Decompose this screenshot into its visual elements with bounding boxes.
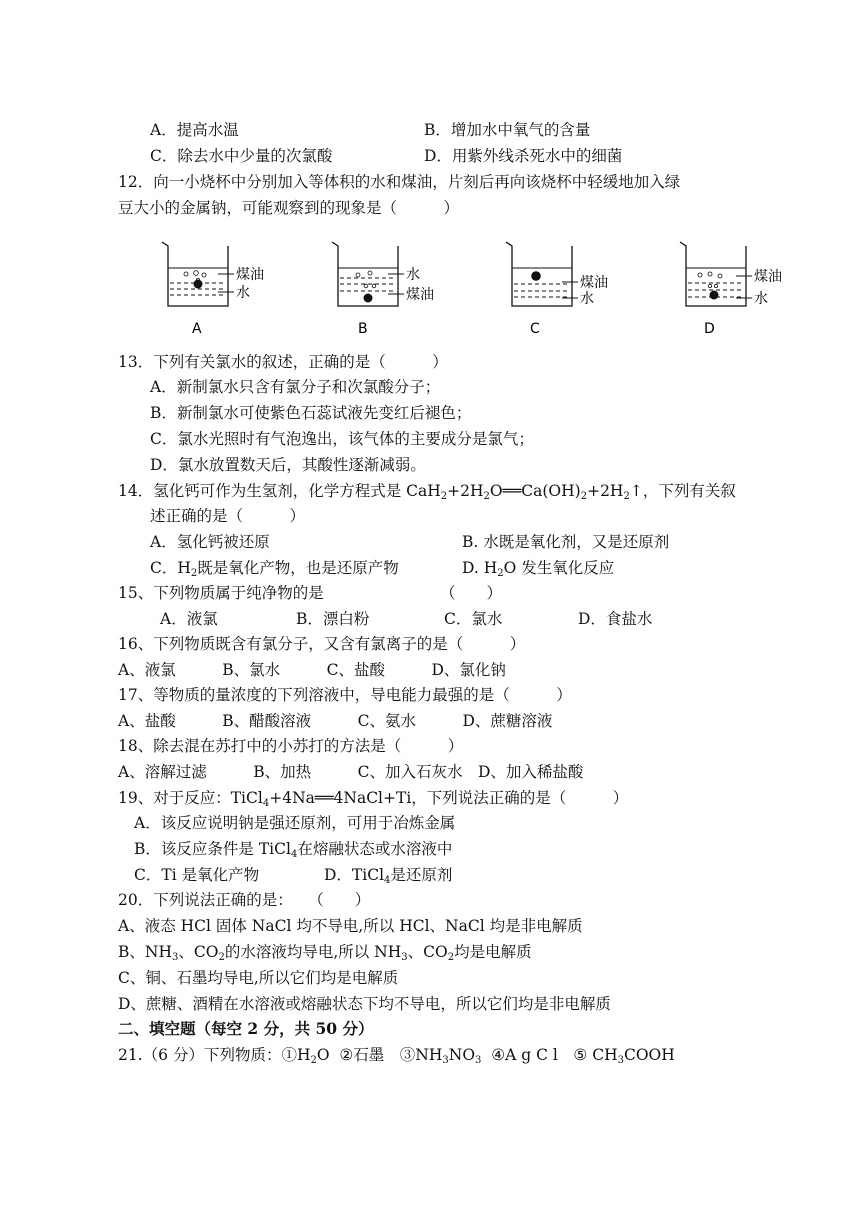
q12-stem-line2: 豆大小的金属钠，可能观察到的现象是（ ） [118,199,460,217]
q21-part: NO [448,1046,476,1064]
subscript: 3 [442,1055,449,1066]
q19-stem-part: +4Na══4NaCl+Ti，下列说法正确的是（ ） [269,789,629,807]
q19-option-d-part: 是还原剂 [390,866,453,884]
q14-stem-part: ↑，下列有关叙 [629,482,736,500]
q19-option-d [324,865,452,885]
beaker-d-top-label: 煤油 [754,269,782,285]
q21-part: COOH [623,1046,675,1064]
beaker-c-letter: C [530,321,540,337]
q21-part: 21.（6 分）下列物质：①H [118,1046,311,1064]
q19-option-c: C．Ti 是氧化产物 [134,866,260,884]
beaker-a-letter: A [192,321,202,337]
q17-options: A、盐酸 B、醋酸溶液 C、氨水 D、蔗糖溶液 [118,712,553,730]
beaker-a-bottom-label: 水 [236,285,250,301]
q14-stem-part: 14．氢化钙可作为生氢剂，化学方程式是 CaH [118,482,441,500]
q11-option-a: A．提高水温 [150,121,239,139]
subscript: 3 [171,952,179,963]
q12-stem-line1: 12．向一小烧杯中分别加入等体积的水和煤油，片刻后再向该烧杯中轻缓地加入绿 [118,173,681,191]
q13-stem: 13．下列有关氯水的叙述，正确的是（ ） [118,353,448,371]
q20-option-b-part: 的水溶液均导电,所以 NH [224,943,402,961]
beaker-figure-d [676,236,796,346]
subscript: 3 [401,952,408,963]
q19-option-d-part: D．TiCl [324,866,385,884]
q17-stem: 17、等物质的量浓度的下列溶液中，导电能力最强的是（ ） [118,686,572,704]
q20-option-b-part: 、CO [178,943,219,961]
q14-option-d-part: D. H [462,559,498,577]
q14-option-b: B. 水既是氧化剂，又是还原剂 [462,533,670,551]
q19-stem [118,788,628,808]
section-title: 二、填空题（每空 2 分，共 50 分） [118,1019,374,1038]
q13-option-b: B．新制氯水可使紫色石蕊试液先变红后褪色； [150,404,472,422]
q18-stem: 18、除去混在苏打中的小苏打的方法是（ ） [118,737,464,755]
q14-option-d [462,558,614,578]
q11-option-b: B．增加水中氧气的含量 [424,121,591,139]
q21-part: ④A g C l ⑤ CH [481,1046,618,1064]
q21-stem [118,1045,675,1065]
q13-option-c: C．氯水光照时有气泡逸出，该气体的主要成分是氯气； [150,430,534,448]
subscript: 2 [310,1055,317,1066]
q11-option-d: D．用紫外线杀死水中的细菌 [424,147,623,165]
subscript: 2 [440,491,448,502]
beaker-d-bottom-label: 水 [754,291,768,307]
beaker-b-top-label: 水 [406,267,420,283]
q20-option-c: C、铜、石墨均导电,所以它们均是电解质 [118,969,399,987]
beaker-d-letter: D [704,321,715,337]
subscript: 2 [497,568,504,579]
beaker-b-letter: B [358,321,368,337]
q14-stem-part: O══Ca(OH) [489,482,581,500]
q20-option-a: A、液态 HCl 固体 NaCl 均不导电,所以 HCl、NaCl 均是非电解质 [118,917,583,935]
q14-stem-line2: 述正确的是（ ） [150,507,306,525]
beaker-c-top-label: 煤油 [580,275,608,291]
q14-option-d-part: O 发生氧化反应 [503,559,615,577]
q15-option-a: A．液氯 [160,610,218,628]
q16-stem: 16、下列物质既含有氯分子，又含有氯离子的是（ ） [118,635,526,653]
q14-stem-line1 [118,481,736,501]
q14-option-c-part: 既是氧化产物，也是还原产物 [197,559,399,577]
subscript: 2 [447,952,455,963]
subscript: 2 [580,491,588,502]
q20-option-b-part: 、CO [407,943,448,961]
q20-option-b-part: 均是电解质 [454,943,532,961]
beaker-figure-b [328,236,448,346]
subscript: 2 [190,568,198,579]
q20-option-d: D、蔗糖、酒精在水溶液或熔融状态下均不导电，所以它们均是非电解质 [118,995,611,1013]
q14-option-c [150,558,399,578]
q14-stem-part: +2H [447,482,484,500]
beaker-b-bottom-label: 煤油 [406,287,434,303]
beaker-c-bottom-label: 水 [580,291,594,307]
q21-part: O ②石墨 ③NH [316,1046,443,1064]
q19-option-b [134,839,452,859]
q13-option-d: D．氯水放置数天后，其酸性逐渐减弱。 [150,456,426,474]
q19-option-b-part: B．该反应条件是 TiCl [134,840,291,858]
subscript: 4 [262,798,270,809]
q19-stem-part: 19、对于反应：TiCl [118,789,263,807]
subscript: 2 [483,491,490,502]
q19-option-b-part: 在熔融状态或水溶液中 [297,840,453,858]
q11-option-c: C．除去水中少量的次氯酸 [150,147,333,165]
q16-options: A、液氯 B、氯水 C、盐酸 D、氯化钠 [118,661,506,679]
q13-option-a: A．新制氯水只含有氯分子和次氯酸分子； [150,378,441,396]
subscript: 3 [475,1055,482,1066]
q19-option-a: A．该反应说明钠是强还原剂，可用于冶炼金属 [134,814,456,832]
subscript: 3 [617,1055,624,1066]
q14-option-a: A．氢化钙被还原 [150,533,270,551]
q15-option-b: B．漂白粉 [296,610,370,628]
q14-option-c-part: C．H [150,559,191,577]
q15-stem: 15、下列物质属于纯净物的是 （ ） [118,584,502,602]
q15-option-d: D．食盐水 [578,610,653,628]
q20-option-b-part: B、NH [118,943,172,961]
subscript: 4 [384,875,391,886]
subscript: 2 [623,491,630,502]
q18-options: A、溶解过滤 B、加热 C、加入石灰水 D、加入稀盐酸 [118,763,584,781]
q20-option-b [118,942,532,962]
beaker-figure-a [158,236,278,346]
beaker-figure-c [502,236,622,346]
q20-stem: 20．下列说法正确的是： （ ） [118,891,371,909]
subscript: 2 [218,952,225,963]
beaker-a-top-label: 煤油 [236,267,264,283]
q15-option-c: C．氯水 [444,610,503,628]
subscript: 4 [290,849,298,860]
q14-stem-part: +2H [587,482,624,500]
